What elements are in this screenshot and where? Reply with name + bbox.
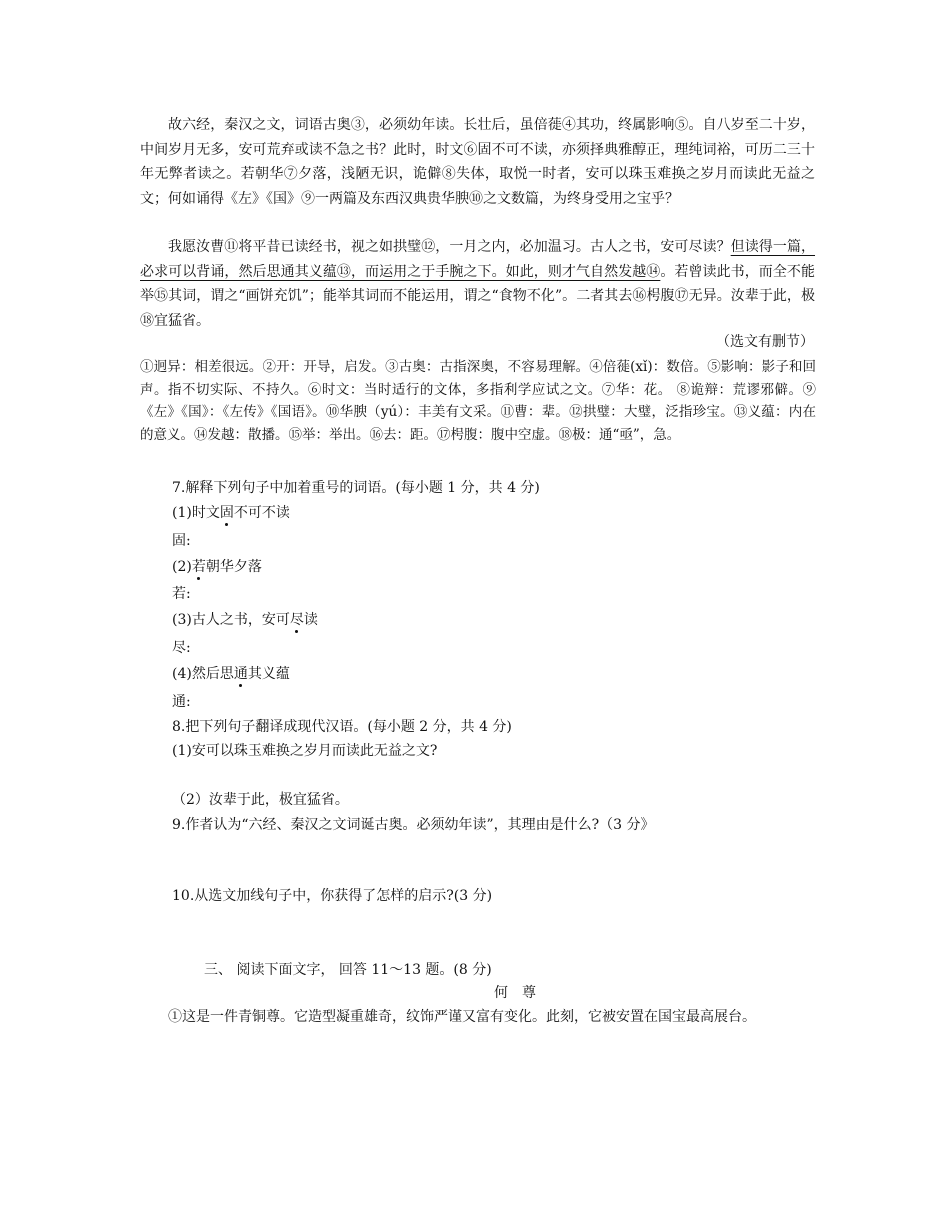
question-9: 9.作者认为“六经、秦汉之文词诞古奥。必须幼年读”，其理由是什么?（3 分》 [172,817,655,833]
question-7-answer-3: 尽: [172,640,191,656]
question-8-stem: 8.把下列句子翻译成现代汉语。(每小题 2 分，共 4 分) [172,719,512,735]
question-7-answer-1: 固: [172,533,191,549]
item-text: 朝华夕落 [205,559,262,575]
emphasized-word: 通 [233,666,248,682]
question-7-item-3 [172,610,318,630]
section-3-heading: 三、 阅读下面文字， 回答 11～13 题。(8 分) [204,962,492,978]
emphasized-word: 尽 [289,612,304,628]
section-3-paragraph-1: ①这是一件青铜尊。它造型凝重雄奇，纹饰严谨又富有变化。此刻，它被安置在国宝最高展台。 [168,1009,756,1025]
emphasized-word: 若 [191,559,206,575]
annotations: ①迥异：相差很远。②开：开导，启发。③古奥：古指深奥，不容易理解。④倍蓰(xǐ)：数倍。⑤影响：影子和回声。指不切实际、不持久。⑥时文：当时适行的文体，多指利学应试之文。⑦华：花。 ⑧诡辩：荒谬邪僻。⑨《左》《国》：《左传》《国语》。⑩华腴（yú）：丰美有文采。⑪曹：辈。⑫拱璧：大璧，泛指珍宝。⑬义蕴：内在的意义。⑭发越：散播。⑮举：举出。⑯去：距。⑰枵腹：腹中空虚。⑱极：通“亟”，急。 [140,359,816,443]
question-7-answer-2: 若: [172,586,191,602]
passage-paragraph-2-start: 我愿汝曹⑪将平昔已读经书，视之如拱璧⑫，一月之内，必加温习。古人之书，安可尽读？ [168,239,731,255]
item-text: (2) [172,559,192,575]
source-note: （选文有删节） [716,334,814,350]
question-7-stem: 7.解释下列句子中加着重号的词语。(每小题 1 分，共 4 分) [172,480,540,496]
emphasized-word: 固 [219,505,234,521]
item-text: 不可不读 [233,505,290,521]
underlined-sentence: 但读得一篇，必求可以背诵，然后思通其义蕴⑬，而运用之于手腕之下。如此，则才气自然发越⑭ [140,239,816,280]
question-8-sentence-1: (1)安可以珠玉难换之岁月而读此无益之文? [172,743,438,759]
passage-paragraph-1: 故六经，秦汉之文，词语古奥③，必须幼年读。长壮后，虽倍蓰④其功，终属影响⑤。自八岁至二十岁，中间岁月无多，安可荒弃或读不急之书？此时，时文⑥固不可不读，亦须择典雅醇正，理纯词裕，可历二三十年无弊者读之。若朝华⑦夕落，浅陋无识，诡僻⑧失体，取悦一时者，安可以珠玉难换之岁月而读此无益之文；何如诵得《左》《国》⑨一两篇及东西汉典贵华腴⑩之文数篇，为终身受用之宝乎？ [140,117,815,207]
question-7-item-2 [172,557,262,577]
item-text: (4)然后思 [172,666,234,682]
question-7-answer-4: 通: [172,694,191,710]
question-7-item-4 [172,664,290,684]
question-8-sentence-2: （2）汝辈于此，极宜猛省。 [172,792,349,808]
question-7-item-1 [172,503,290,523]
passage-paragraph-2-end: 。若曾读此书，而全不能举⑮其词，谓之“画饼充饥”；能举其词而不能运用，谓之“食物不化”。二者其去⑯枵腹⑰无异。汝辈于此，极⑱宜猛省。 [140,263,815,329]
item-text: (3)古人之书，安可 [172,612,290,628]
item-text: 其义蕴 [247,666,290,682]
question-10: 10.从选文加线句子中，你获得了怎样的启示?(3 分) [172,888,493,904]
item-text: (1)时文 [172,505,220,521]
passage-paragraph-2 [140,235,815,333]
article-title: 何 尊 [494,985,536,1001]
item-text: 读 [303,612,318,628]
